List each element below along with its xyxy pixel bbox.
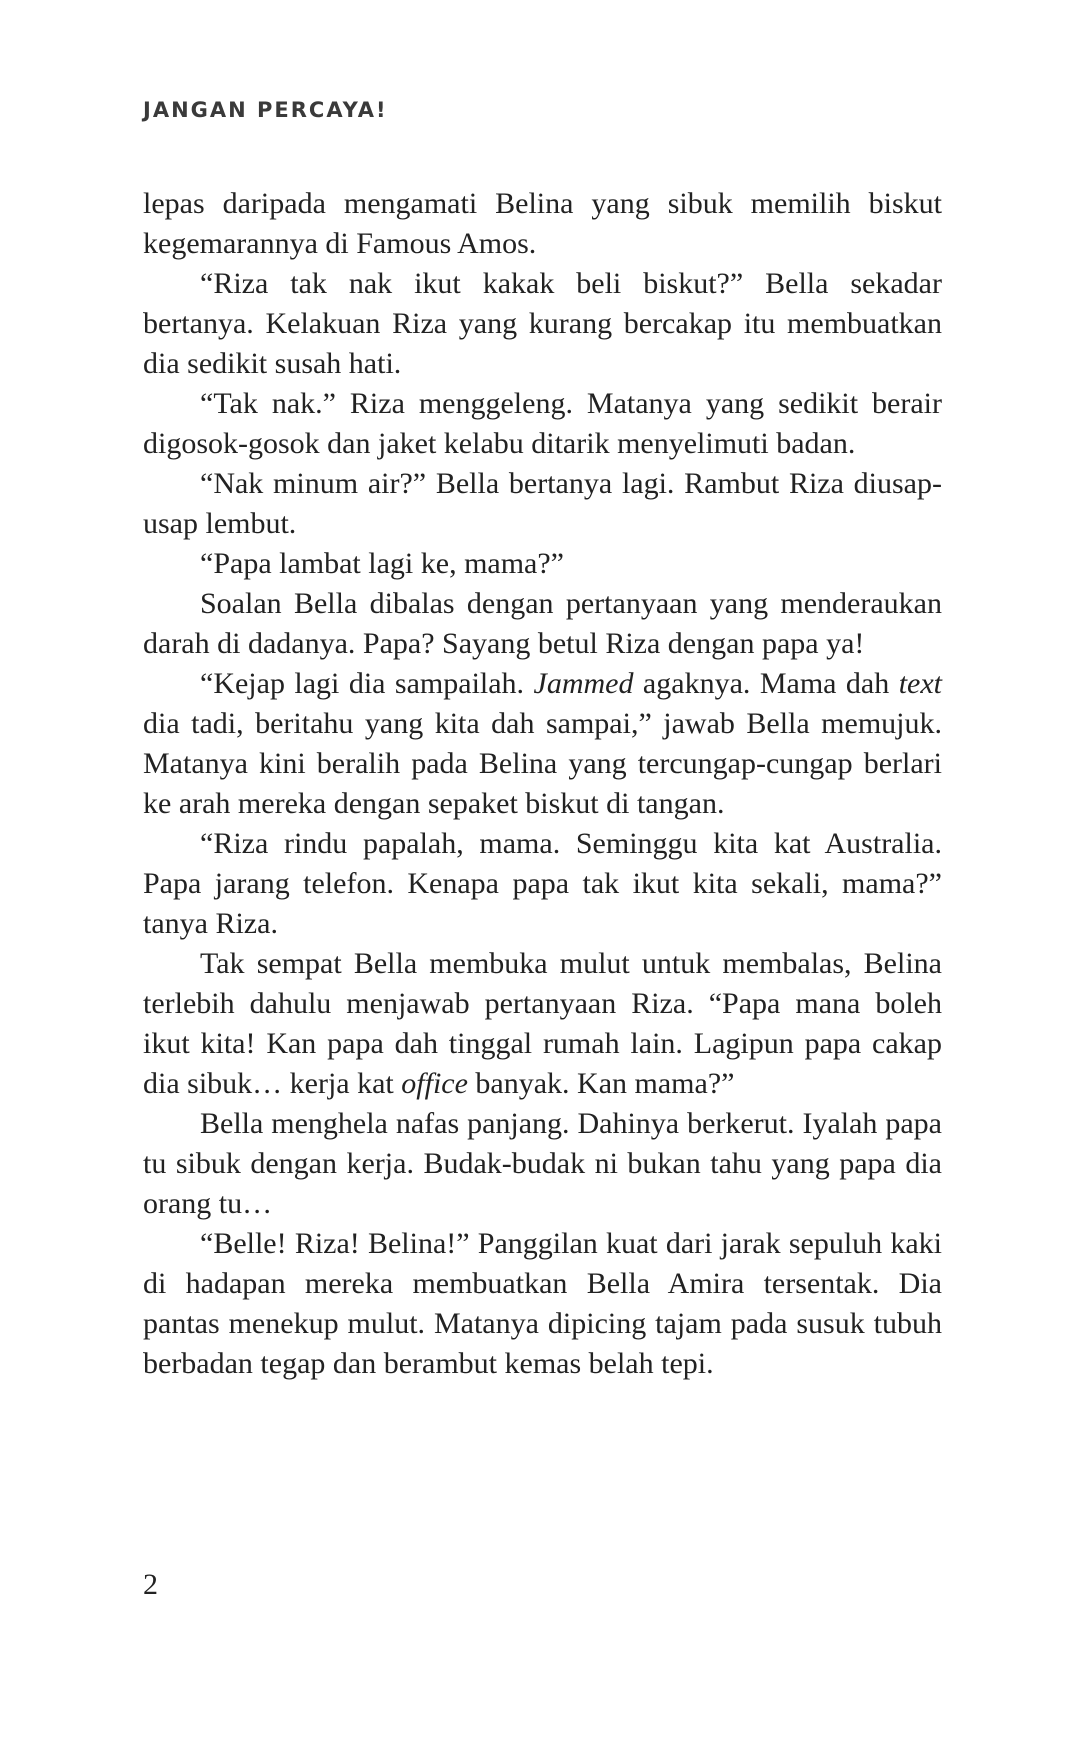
page-number: 2 [143,1568,158,1601]
paragraph [143,944,942,1104]
paragraph-text: dia tadi, beritahu yang kita dah sampai,” jawab Bella memujuk. Matanya kini beralih pada Belina yang tercungap-cungap berlari ke arah mereka dengan sepaket biskut di tangan. [143,707,942,820]
paragraph-text: banyak. Kan mama?” [467,1067,735,1100]
paragraph [143,384,942,464]
paragraph [143,1224,942,1384]
paragraph-text: “Nak minum air?” Bella bertanya lagi. Rambut Riza diusap-usap lembut. [143,467,942,540]
body-text [143,184,942,1384]
paragraph [143,824,942,944]
paragraph [143,584,942,664]
running-head-title: JANGAN PERCAYA! [143,98,388,122]
paragraph-text: Bella menghela nafas panjang. Dahinya berkerut. Iyalah papa tu sibuk dengan kerja. Budak-budak ni bukan tahu yang papa dia orang tu… [143,1107,942,1220]
paragraph-text: “Kejap lagi dia sampailah. [200,667,534,700]
italic-text: office [401,1067,468,1100]
paragraph [143,544,942,584]
paragraph-text: Tak sempat Bella membuka mulut untuk membalas, Belina terlebih dahulu menjawab pertanyaan Riza. “Papa mana boleh ikut kita! Kan papa dah tinggal rumah lain. Lagipun papa cakap dia sibuk… kerja kat [143,947,942,1100]
paragraph-text: “Papa lambat lagi ke, mama?” [200,547,564,580]
paragraph-text: lepas daripada mengamati Belina yang sibuk memilih biskut kegemarannya di Famous Amos. [143,187,942,260]
italic-text: Jammed [533,667,634,700]
italic-text: text [898,667,942,700]
paragraph-text: “Riza tak nak ikut kakak beli biskut?” Bella sekadar bertanya. Kelakuan Riza yang kurang bercakap itu membuatkan dia sedikit susah hati. [143,267,942,380]
paragraph-text: Soalan Bella dibalas dengan pertanyaan yang menderaukan darah di dadanya. Papa? Sayang betul Riza dengan papa ya! [143,587,942,660]
paragraph-text: “Riza rindu papalah, mama. Seminggu kita kat Australia. Papa jarang telefon. Kenapa papa tak ikut kita sekali, mama?” tanya Riza. [143,827,942,940]
paragraph [143,664,942,824]
paragraph [143,184,942,264]
paragraph-text: agaknya. Mama dah [633,667,899,700]
paragraph [143,264,942,384]
paragraph-text: “Tak nak.” Riza menggeleng. Matanya yang sedikit berair digosok-gosok dan jaket kelabu ditarik menyelimuti badan. [143,387,942,460]
paragraph [143,464,942,544]
paragraph [143,1104,942,1224]
paragraph-text: “Belle! Riza! Belina!” Panggilan kuat dari jarak sepuluh kaki di hadapan mereka membuatkan Bella Amira tersentak. Dia pantas menekup mulut. Matanya dipicing tajam pada susuk tubuh berbadan tegap dan berambut kemas belah tepi. [143,1227,942,1380]
